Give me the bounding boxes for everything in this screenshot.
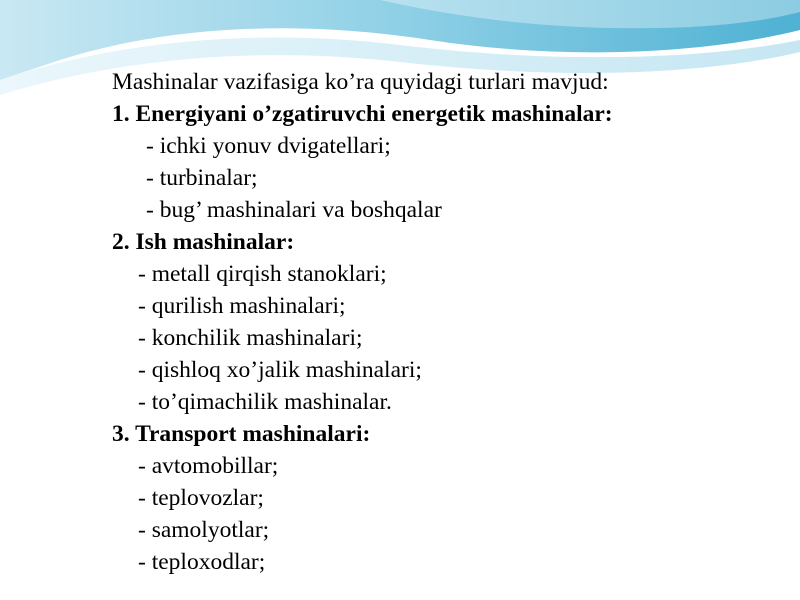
list-item: - samolyotlar; bbox=[138, 517, 270, 543]
section-heading-transport: 3. Transport mashinalari: bbox=[112, 421, 371, 447]
section-heading-work: 2. Ish mashinalar: bbox=[112, 229, 295, 255]
list-item: - avtomobillar; bbox=[138, 453, 279, 479]
list-item: - teploxodlar; bbox=[138, 549, 266, 575]
list-item: - metall qirqish stanoklari; bbox=[138, 261, 387, 287]
list-item: - turbinalar; bbox=[146, 165, 258, 191]
list-item: - ichki yonuv dvigatellari; bbox=[146, 133, 391, 159]
list-item: - bug’ mashinalari va boshqalar bbox=[146, 197, 442, 223]
slide-intro: Mashinalar vazifasiga ko’ra quyidagi turlari mavjud: bbox=[112, 69, 609, 95]
list-item: - qurilish mashinalari; bbox=[138, 293, 346, 319]
list-item: - teplovozlar; bbox=[138, 485, 264, 511]
list-item: - qishloq xo’jalik mashinalari; bbox=[138, 357, 422, 383]
section-heading-energy: 1. Energiyani o’zgatiruvchi energetik mashinalar: bbox=[112, 101, 613, 127]
slide-content bbox=[112, 66, 792, 578]
list-item: - konchilik mashinalari; bbox=[138, 325, 363, 351]
list-item: - to’qimachilik mashinalar. bbox=[138, 389, 392, 415]
